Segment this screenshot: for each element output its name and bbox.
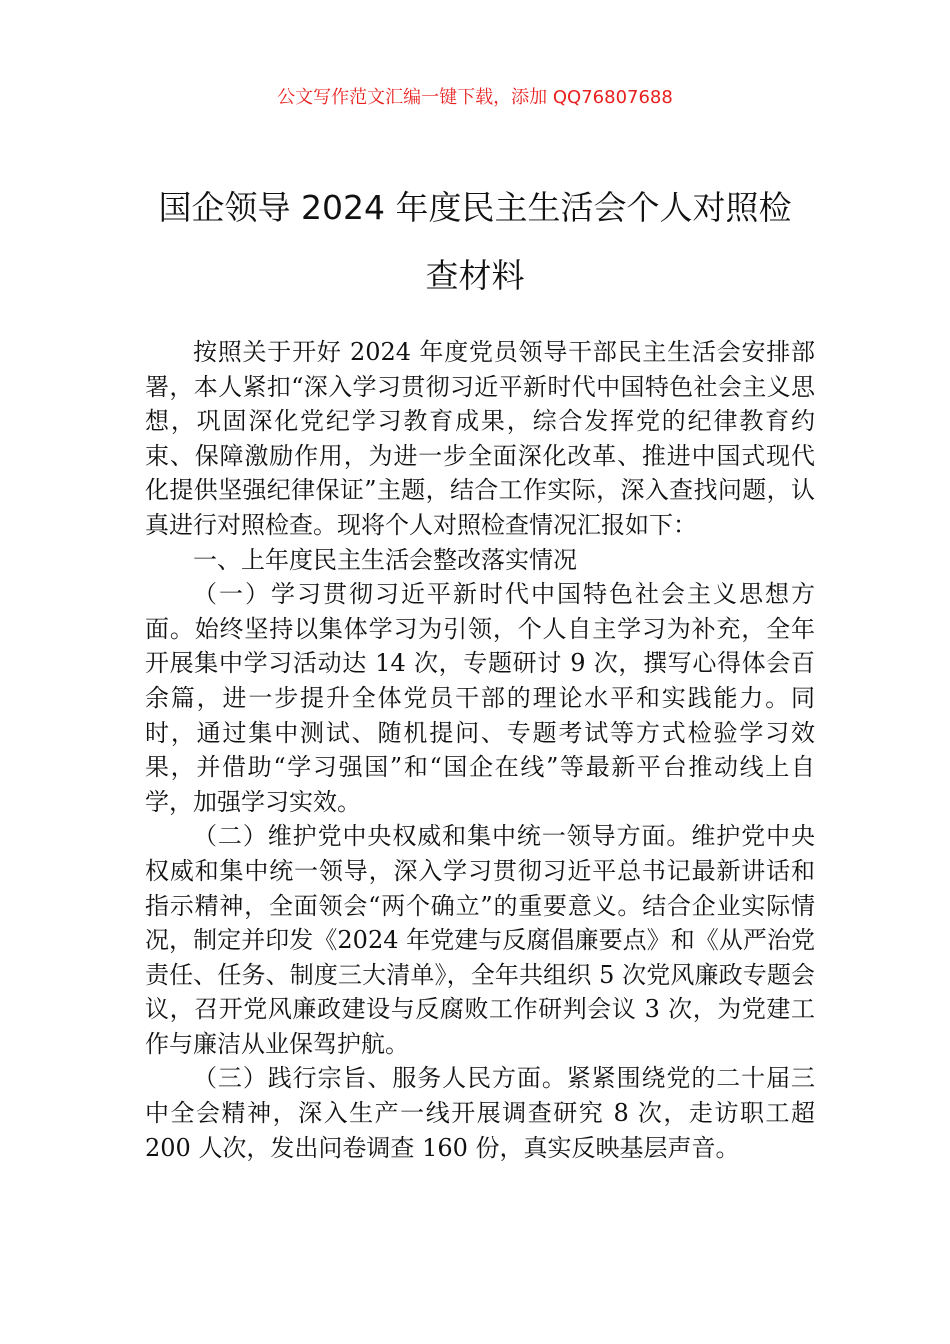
document-title [0, 174, 950, 310]
intro-paragraph: 按照关于开好 2024 年度党员领导干部民主生活会安排部署，本人紧扣“深入学习贯彻习近平新时代中国特色社会主义思想，巩固深化党纪学习教育成果，综合发挥党的纪律教育约束、保障激励作用，为进一步全面深化改革、推进中国式现代化提供坚强纪律保证”主题，结合工作实际，深入查找问题，认真进行对照检查。现将个人对照检查情况汇报如下： [145, 338, 815, 539]
body-paragraph: （三）践行宗旨、服务人民方面。紧紧围绕党的二十届三中全会精神，深入生产一线开展调查研究 8 次，走访职工超 200 人次，发出问卷调查 160 份，真实反映基层声音。 [145, 1064, 815, 1162]
title-line-2: 查材料 [425, 256, 525, 295]
title-line-1: 国企领导 2024 年度民主生活会个人对照检 [158, 188, 792, 227]
body-paragraph: （二）维护党中央权威和集中统一领导方面。维护党中央权威和集中统一领导，深入学习贯彻习近平总书记最新讲话和指示精神，全面领会“两个确立”的重要意义。结合企业实际情况，制定并印发《2024 年党建与反腐倡廉要点》和《从严治党责任、任务、制度三大清单》，全年共组织 5 次党风廉政专题会议，召开党风廉政建设与反腐败工作研判会议 3 次，为党建工作与廉洁从业保驾护航。 [145, 822, 815, 1058]
section-heading: 一、上年度民主生活会整改落实情况 [193, 545, 577, 574]
body-paragraph: （一）学习贯彻习近平新时代中国特色社会主义思想方面。始终坚持以集体学习为引领，个人自主学习为补充，全年开展集中学习活动达 14 次，专题研讨 9 次，撰写心得体会百余篇，进一步提升全体党员干部的理论水平和实践能力。同时，通过集中测试、随机提问、专题考试等方式检验学习效果，并借助“学习强国”和“国企在线”等最新平台推动线上自学，加强学习实效。 [145, 580, 815, 816]
document-body [145, 335, 815, 1165]
download-banner[interactable]: 公文写作范文汇编一键下载，添加 QQ76807688 [277, 87, 673, 108]
